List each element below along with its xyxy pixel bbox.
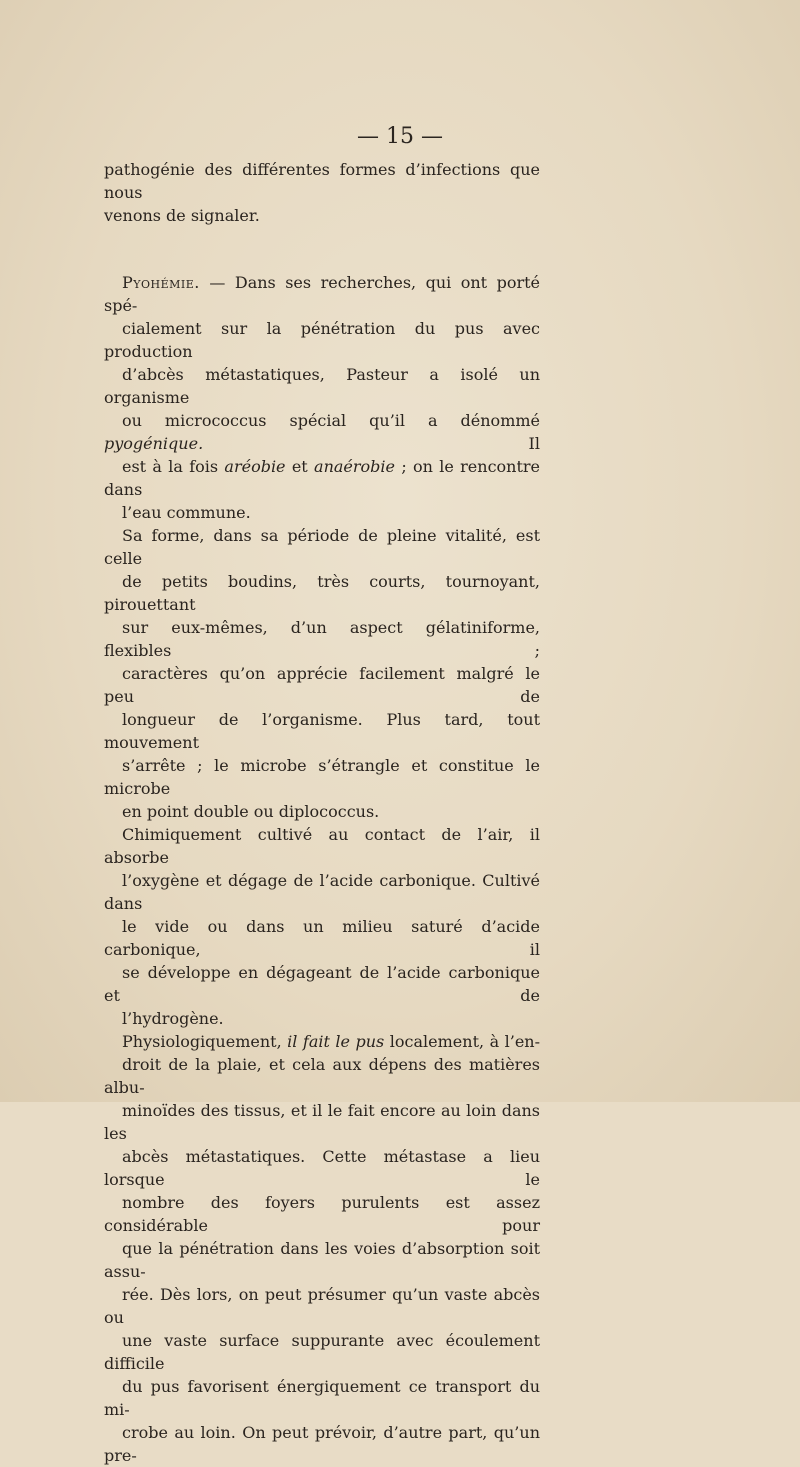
text-line: cialement sur la pénétration du pus avec production xyxy=(104,319,540,361)
text-line: d’abcès métastatiques, Pasteur a isolé un organisme xyxy=(104,365,540,407)
text-line: Physiologiquement, il fait le pus localement, à l’en- xyxy=(122,1032,541,1051)
text-line: l’oxygène et dégage de l’acide carbonique. Cultivé dans xyxy=(104,871,540,913)
text-line: abcès métastatiques. Cette métastase a lieu lorsque le xyxy=(104,1147,540,1189)
text-line: Chimiquement cultivé au contact de l’air, il absorbe xyxy=(104,825,540,867)
text-line: nombre des foyers purulents est assez considérable pour xyxy=(104,1193,540,1235)
text-line: Sa forme, dans sa période de pleine vitalité, est celle xyxy=(104,526,540,568)
text-line: du pus favorisent énergiquement ce transport du mi- xyxy=(104,1377,540,1419)
text-line: minoïdes des tissus, et il le fait encore au loin dans les xyxy=(104,1101,540,1143)
text-line: s’arrête ; le microbe s’étrangle et constitue le microbe xyxy=(104,756,540,798)
text-line: venons de signaler. xyxy=(104,206,260,225)
section-heading: Pyohémie. xyxy=(122,273,200,292)
paragraph-chimie xyxy=(104,823,540,1030)
text-line: de petits boudins, très courts, tournoyant, pirouettant xyxy=(104,572,540,614)
paragraph-forme xyxy=(104,524,540,823)
paragraph-physio xyxy=(104,1030,540,1467)
text-line: pathogénie des différentes formes d’infections que nous xyxy=(104,160,540,202)
paragraph-pyohemie xyxy=(104,271,540,524)
text-line: est à la fois aréobie et anaérobie ; on le rencontre dans xyxy=(104,457,541,499)
page-number: — 15 — xyxy=(357,124,443,149)
text-line: l’hydrogène. xyxy=(122,1009,224,1028)
text-line: rée. Dès lors, on peut présumer qu’un vaste abcès ou xyxy=(104,1285,540,1327)
text-line: Pyohémie. — Dans ses recherches, qui ont porté spé- xyxy=(104,273,540,315)
text-line: longueur de l’organisme. Plus tard, tout mouvement xyxy=(104,710,540,752)
text-line: l’eau commune. xyxy=(122,503,251,522)
body-text xyxy=(104,158,540,1467)
text-line: en point double ou diplococcus. xyxy=(122,802,380,821)
text-line: crobe au loin. On peut prévoir, d’autre part, qu’un pre- xyxy=(104,1423,540,1465)
text-line: une vaste surface suppurante avec écoulement difficile xyxy=(104,1331,540,1373)
text-line: se développe en dégageant de l’acide carbonique et de xyxy=(104,963,540,1005)
text-line: le vide ou dans un milieu saturé d’acide carbonique, il xyxy=(104,917,540,959)
text-line: caractères qu’on apprécie facilement malgré le peu de xyxy=(104,664,540,706)
paragraph-intro xyxy=(104,158,540,227)
text-line: droit de la plaie, et cela aux dépens des matières albu- xyxy=(104,1055,540,1097)
text-line: sur eux-mêmes, d’un aspect gélatiniforme, flexibles ; xyxy=(104,618,540,660)
text-line: que la pénétration dans les voies d’absorption soit assu- xyxy=(104,1239,540,1281)
text-line: ou micrococcus spécial qu’il a dénommé pyogénique. Il xyxy=(104,411,540,453)
